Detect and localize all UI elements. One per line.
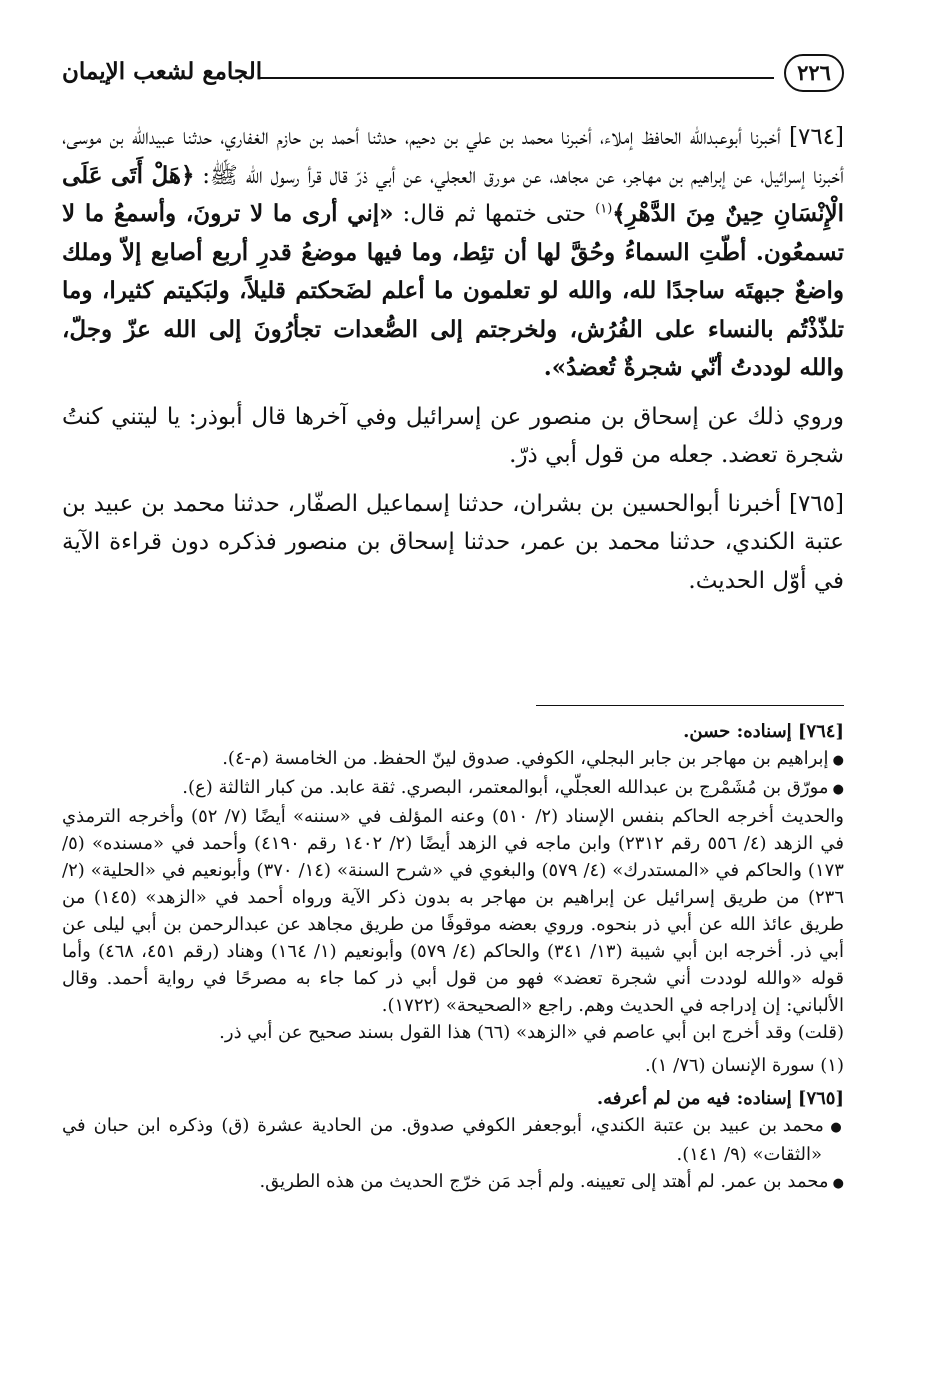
footnotes: [62, 718, 844, 1197]
hadith-764-number: [٧٦٤]: [788, 124, 845, 150]
running-title: الجامع لشعب الإيمان: [62, 58, 263, 85]
hadith-765: [62, 485, 844, 601]
footnote-764-label: [٧٦٤] إسناده: حسن.: [683, 721, 844, 742]
hadith-764-isnad: أخبرنا أبوعبدالله الحافظ إملاء، أخبرنا محمد بن علي بن دحيم، حدثنا أحمد بن حازم الغفاري، حدثنا عبيدالله بن موسى، أخبرنا إسرائيل، عن إبراهيم بن مهاجر، عن مجاهد، عن مورق العجلي، عن أبي ذرّ قال قرأ رسول الله ﷺ:: [62, 124, 845, 189]
footnote-764-bullet-1: ● إبراهيم بن مهاجر بن جابر البجلي، الكوفي. صدوق لينّ الحفظ. من الخامسة (م-٤).: [62, 745, 844, 774]
page-header: [62, 52, 844, 100]
main-text: [62, 118, 844, 610]
footnote-marker-1[interactable]: (١): [595, 201, 613, 217]
page-number: ٢٢٦: [784, 54, 844, 92]
quran-quote: ﴿هَلْ أَتَى عَلَى الْإِنْسَانِ حِينٌ مِنَ الدَّهْرِ﴾: [62, 161, 845, 227]
footnote-1: (١) سورة الإنسان (٧٦/ ١).: [644, 1055, 844, 1076]
footnote-764-text: والحديث أخرجه الحاكم بنفس الإسناد (٢/ ٥١٠) وعنه المؤلف في «سننه» أيضًا (٧/ ٥٢) وأخرجه الترمذي في الزهد (٤/ ٥٥٦ رقم ٢٣١٢) وابن ماجه في الزهد أيضًا (٢/ ١٤٠٢ رقم ٤١٩٠) وأحمد في «مسنده» (٥/ ١٧٣) والحاكم في «المستدرك» (٤/ ٥٧٩) والبغوي في «شرح السنة» (١٤/ ٣٧٠) وأبونعيم في «الحلية» (٢/ ٢٣٦) من طريق إسرائيل عن إبراهيم بن مهاجر به بدون ذكر الآية ورواه أحمد في «الزهد» (١٤٥) من طريق عائذ الله عن أبي ذر بنحوه. وروي بعضه موقوفًا من طريق مجاهد عن عبدالرحمن بن أبي ليلى عن أبي ذر. أخرجه ابن أبي شيبة (١٣/ ٣٤١) والحاكم (٤/ ٥٧٩) وأبونعيم (١/ ١٦٤) وهناد (رقم ٤٥١، ٤٦٨) وأما قوله «والله لوددت أني شجرة تعضد» فهو من قول أبي ذر كما جاء به مصرحًا في رواية أحمد. وقال الألباني: إن إدراجه في الحديث وهم. راجع «الصحيحة» (١٧٢٢).: [62, 806, 845, 1016]
hadith-765-number: [٧٦٥]: [788, 490, 844, 517]
footnote-765-bullet-2: ● محمد بن عمر. لم أهتد إلى تعيينه. ولم أجد مَن خرّج الحديث من هذه الطريق.: [62, 1168, 844, 1197]
hadith-764-matn: «إني أرى ما لا ترونَ، وأسمعُ ما لا تسمعُون. أطّتِ السماءُ وحُقَّ لها أن تئِط، وما فيها موضعُ قدرِ أربع أصابع إلاّ وملك واضعٌ جبهتَه ساجدًا لله، والله لو تعلمون ما أعلم لضَحكتم قليلاً، ولبَكيتم كثيرا، وما تلذّذْتُم بالنساء على الفُرُش، ولخرجتم إلى الصُّعدات تجأرُونَ إلى الله عزّ وجلّ، والله لوددتُ أنّي شجرةٌ تُعضدُ».: [62, 200, 844, 381]
footnote-764-qult: (قلت) وقد أخرج ابن أبي عاصم في «الزهد» (٦٦) هذا القول بسند صحيح عن أبي ذر.: [219, 1022, 844, 1043]
paragraph-2: وروي ذلك عن إسحاق بن منصور عن إسرائيل وفي آخرها قال أبوذر: يا ليتني كنتُ شجرة تعضد. جعله من قول أبي ذرّ.: [62, 403, 844, 468]
footnote-765-label: [٧٦٥] إسناده: فيه من لم أعرفه.: [596, 1088, 844, 1109]
footnote-765-bullet-1: ● محمد بن عبيد بن عتبة الكندي، أبوجعفر الكوفي صدوق. من الحادية عشرة (ق) وذكره ابن حبان في «الثقات» (٩/ ١٤١).: [62, 1112, 844, 1168]
header-rule: [260, 77, 774, 79]
hadith-765-text: أخبرنا أبوالحسين بن بشران، حدثنا إسماعيل الصفّار، حدثنا محمد بن عبيد بن عتبة الكندي، حدثنا محمد بن عمر، حدثنا إسحاق بن منصور فذكره دون قراءة الآية في أوّل الحديث.: [62, 490, 844, 594]
footnote-separator: [536, 705, 844, 706]
hadith-764: [62, 118, 844, 388]
footnote-764-bullet-2: ● مورّق بن مُشَمْرج بن عبدالله العجلّي، أبوالمعتمر، البصري. ثقة عابد. من كبار الثالثة (ع).: [62, 774, 844, 803]
hadith-764-after: حتى ختمها ثم قال:: [402, 201, 587, 227]
